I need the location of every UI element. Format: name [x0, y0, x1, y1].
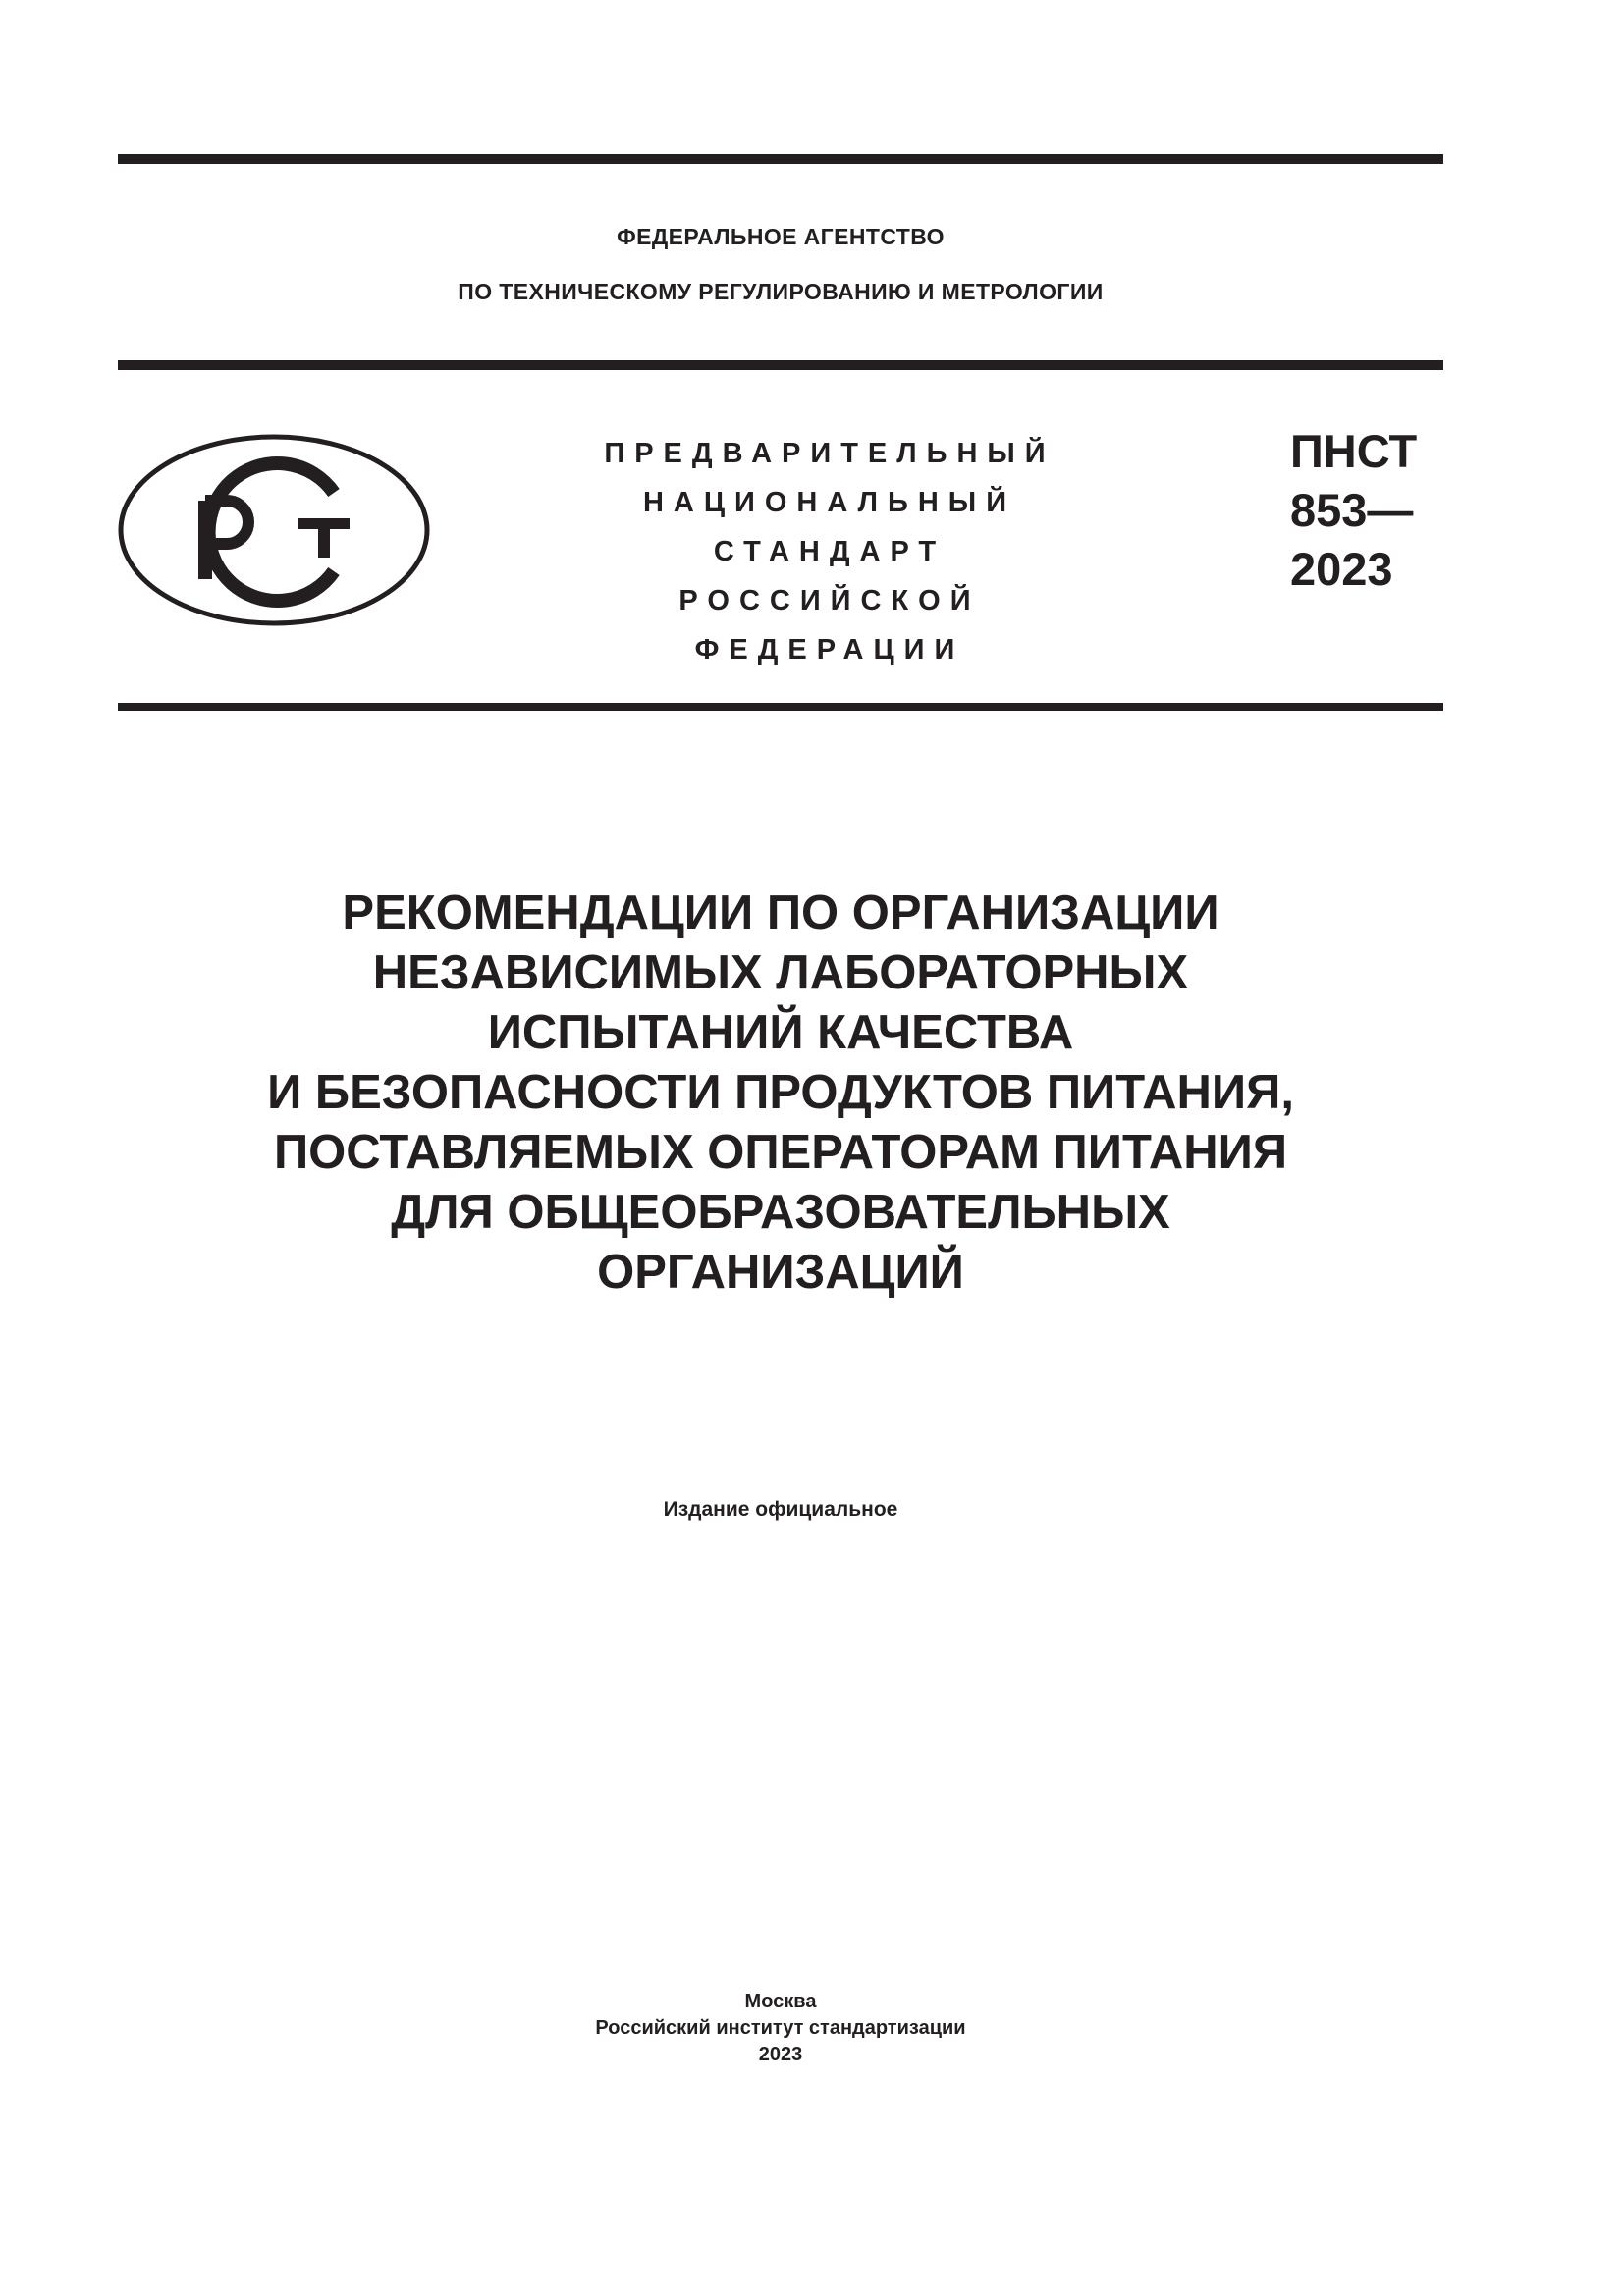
title-line: ДЛЯ ОБЩЕОБРАЗОВАТЕЛЬНЫХ: [391, 1186, 1170, 1239]
title-line: ОРГАНИЗАЦИЙ: [597, 1246, 964, 1299]
title-line: РЕКОМЕНДАЦИИ ПО ОРГАНИЗАЦИИ: [342, 886, 1219, 939]
standard-designation: [1290, 422, 1417, 599]
title-line: НЕЗАВИСИМЫХ ЛАБОРАТОРНЫХ: [372, 946, 1189, 999]
standard-type-line: ПРЕДВАРИТЕЛЬНЫЙ: [604, 438, 1056, 469]
designation-line: 853—: [1290, 484, 1414, 536]
standard-type-line: РОССИЙСКОЙ: [678, 585, 981, 616]
title-line: ПОСТАВЛЯЕМЫХ ОПЕРАТОРАМ ПИТАНИЯ: [273, 1126, 1288, 1179]
agency-name-line-2: ПО ТЕХНИЧЕСКОМУ РЕГУЛИРОВАНИЮ И МЕТРОЛОГИИ: [458, 279, 1104, 304]
imprint-city: Москва: [744, 1991, 817, 2012]
imprint: [118, 1989, 1443, 2068]
top-rule: [118, 154, 1443, 164]
agency-name-line-1: ФЕДЕРАЛЬНОЕ АГЕНТСТВО: [617, 224, 945, 249]
standard-type-line: НАЦИОНАЛЬНЫЙ: [642, 487, 1017, 518]
standard-type-line: СТАНДАРТ: [713, 536, 947, 567]
header-rule: [118, 360, 1443, 370]
title-line: ИСПЫТАНИЙ КАЧЕСТВА: [487, 1006, 1074, 1059]
document-title: [118, 883, 1443, 1303]
designation-line: 2023: [1290, 543, 1393, 595]
imprint-year: 2023: [758, 2044, 803, 2065]
title-line: И БЕЗОПАСНОСТИ ПРОДУКТОВ ПИТАНИЯ,: [267, 1066, 1294, 1119]
masthead-rule: [118, 703, 1443, 711]
imprint-publisher: Российский институт стандартизации: [595, 2017, 966, 2039]
standard-type-line: ФЕДЕРАЦИИ: [694, 634, 965, 666]
standard-type: [574, 429, 1085, 674]
gost-r-logo-icon: [116, 432, 432, 628]
edition-note: Издание официальное: [663, 1498, 898, 1521]
designation-line: ПНСТ: [1290, 425, 1418, 477]
